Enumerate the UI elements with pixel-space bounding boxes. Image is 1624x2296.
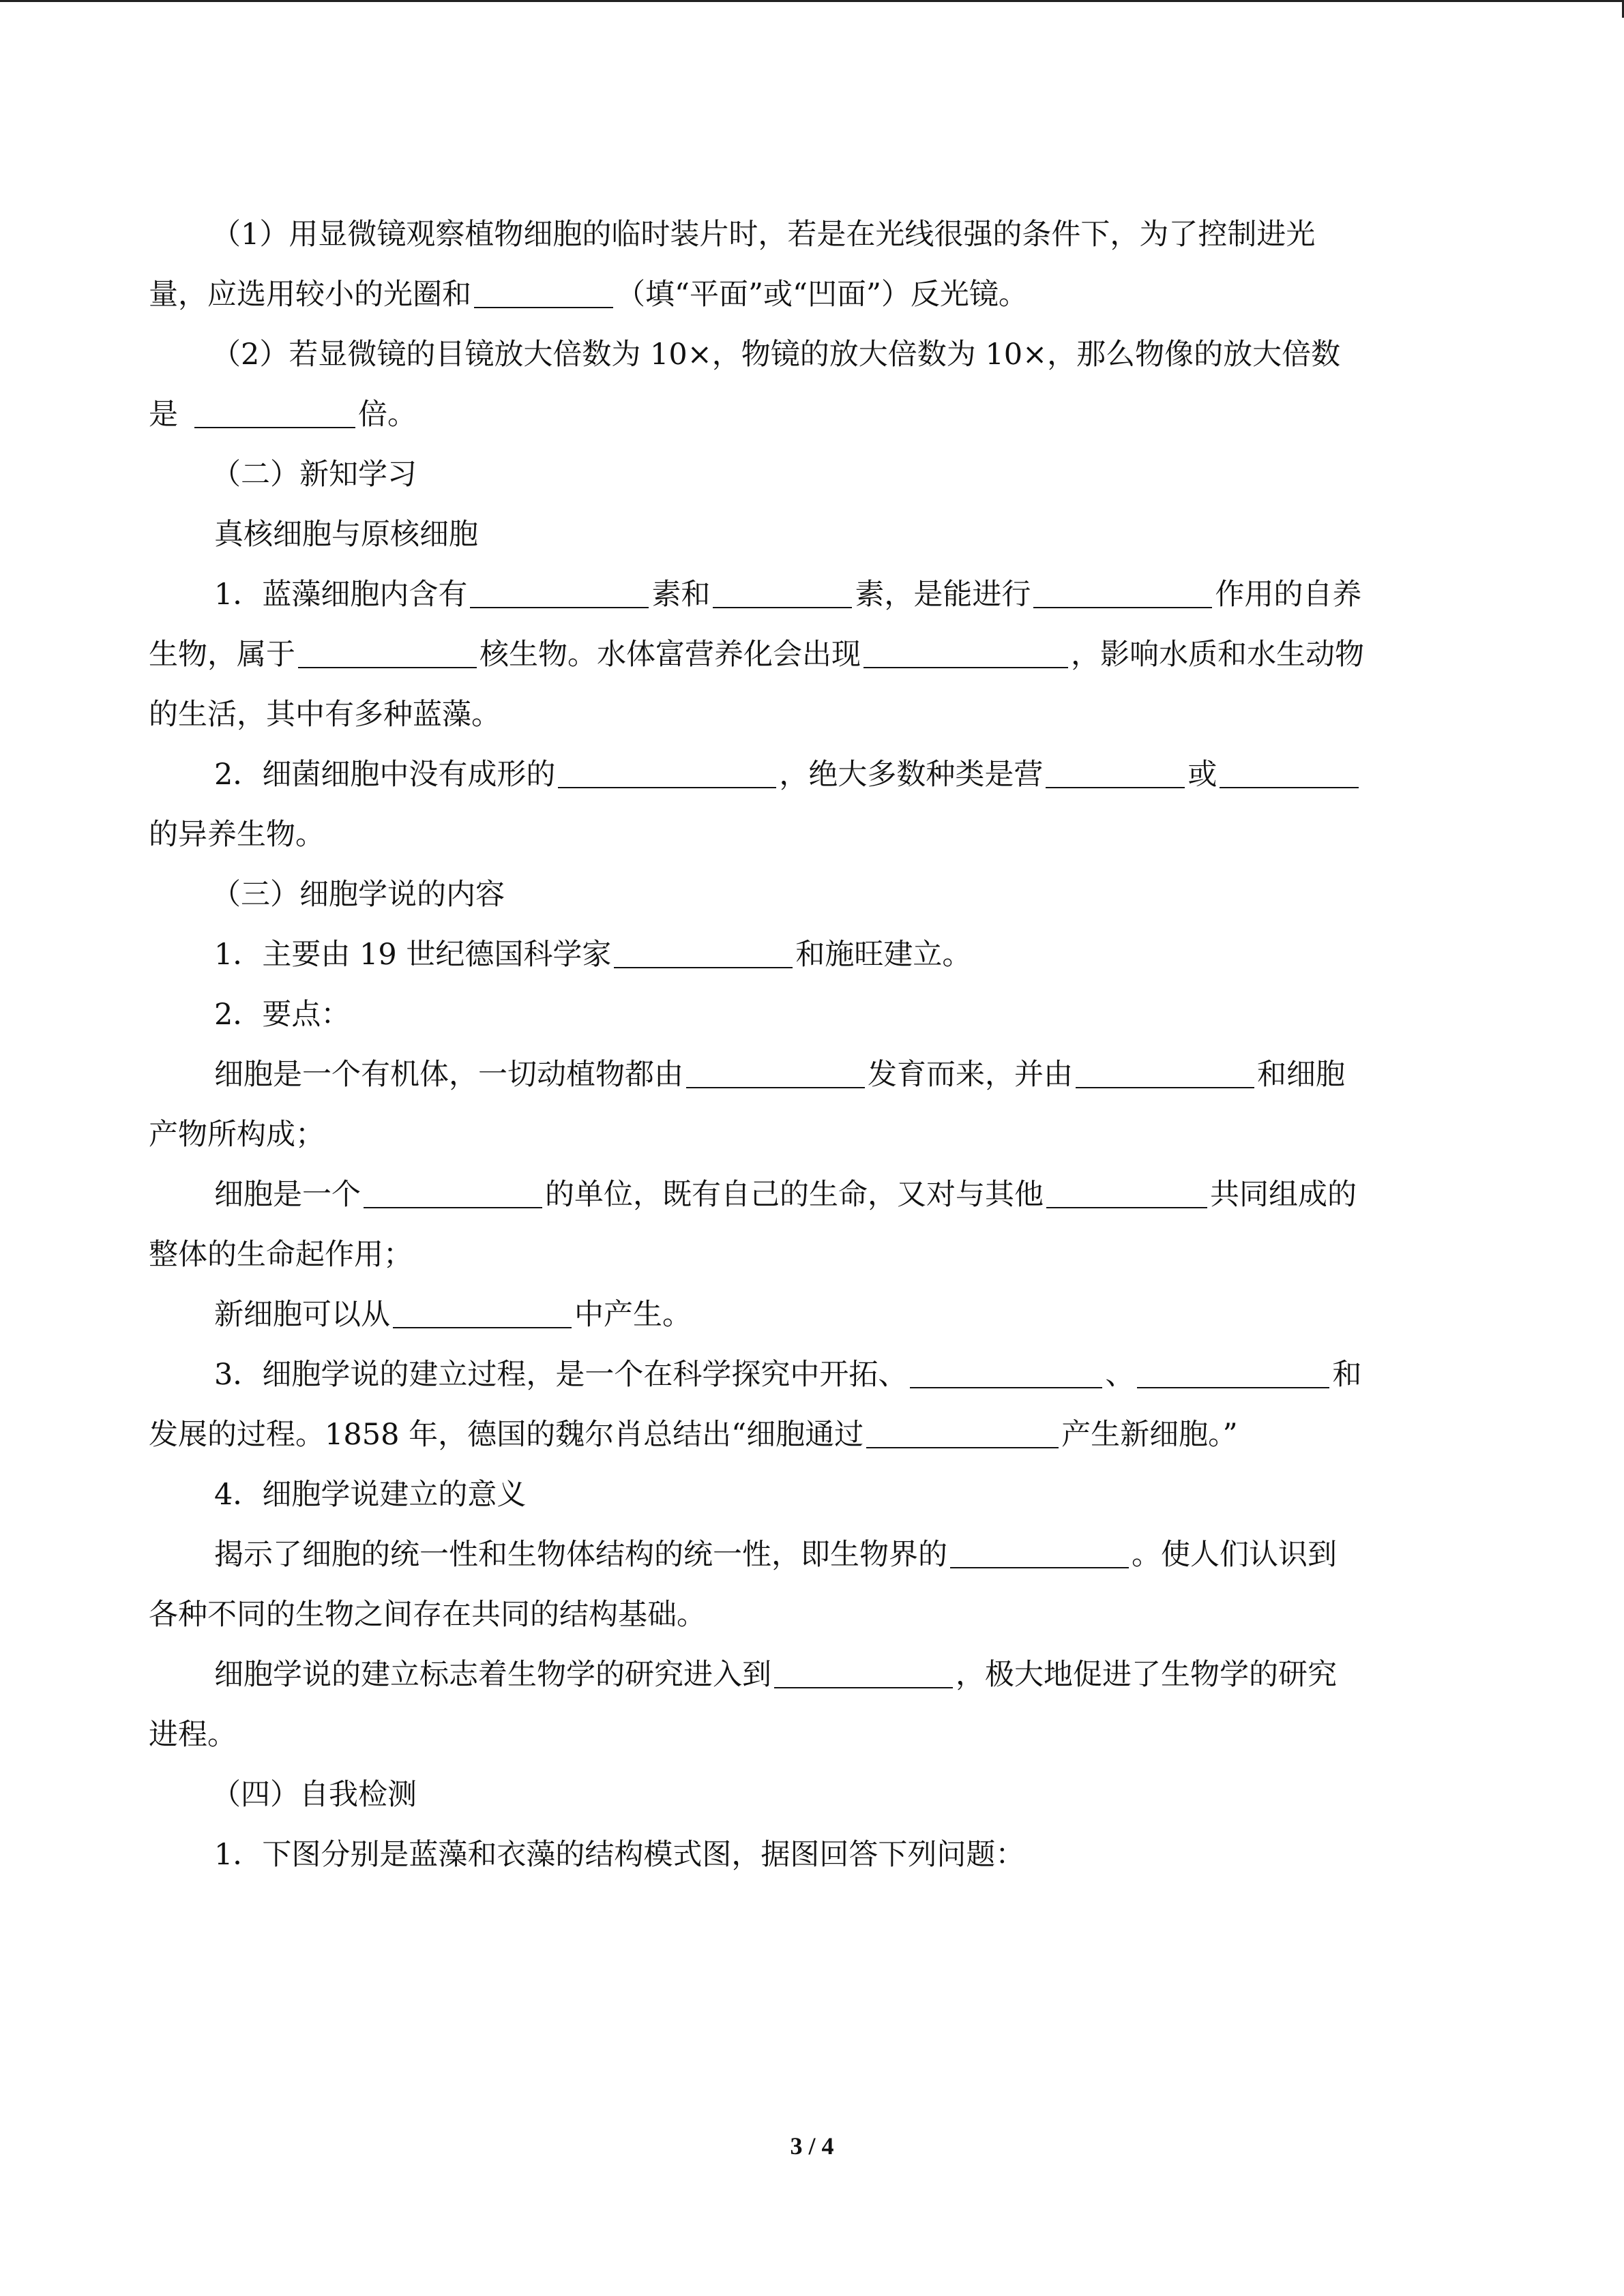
content-2-title: 2．要点： bbox=[214, 998, 351, 1032]
answer-blank[interactable] bbox=[364, 1172, 542, 1208]
paragraph-1-line-1: （1）用显微镜观察植物细胞的临时装片时，若是在光线很强的条件下，为了控制进光 bbox=[211, 218, 1316, 252]
section-heading-3: （三）细胞学说的内容 bbox=[211, 878, 505, 912]
content-4-title: 4．细胞学说建立的意义 bbox=[214, 1478, 527, 1512]
text: 、 bbox=[1105, 1358, 1135, 1392]
text: 素，是能进行 bbox=[855, 578, 1031, 612]
paragraph-2-line-2 bbox=[149, 385, 1475, 445]
answer-blank[interactable] bbox=[863, 631, 1068, 668]
answer-blank[interactable] bbox=[1220, 751, 1359, 788]
answer-blank[interactable] bbox=[910, 1352, 1102, 1388]
point-1-line-2: 产物所构成； bbox=[149, 1118, 325, 1152]
question-1-line-3: 的生活，其中有多种蓝藻。 bbox=[149, 698, 501, 732]
text: 新细胞可以从 bbox=[214, 1298, 390, 1332]
answer-blank[interactable] bbox=[774, 1652, 953, 1688]
content-1 bbox=[149, 925, 1475, 985]
text: 发展的过程。1858 年，德国的魏尔肖总结出“细胞通过 bbox=[149, 1418, 864, 1452]
text: 细胞是一个 bbox=[214, 1178, 361, 1212]
answer-blank[interactable] bbox=[1076, 1052, 1254, 1088]
text: ，影响水质和水生动物 bbox=[1071, 638, 1364, 672]
text: 和施旺建立。 bbox=[795, 938, 972, 972]
document-body bbox=[149, 205, 1475, 1885]
point-3 bbox=[149, 1285, 1475, 1345]
section-subheading: 真核细胞与原核细胞 bbox=[214, 518, 478, 552]
answer-blank[interactable] bbox=[474, 271, 613, 308]
text: 和细胞 bbox=[1257, 1058, 1345, 1092]
answer-blank[interactable] bbox=[686, 1052, 865, 1088]
text: 揭示了细胞的统一性和生物体结构的统一性，即生物界的 bbox=[214, 1538, 947, 1572]
page-number: 3 / 4 bbox=[790, 2132, 834, 2160]
text: 1．蓝藻细胞内含有 bbox=[214, 578, 468, 612]
self-check-question-1: 1．下图分别是蓝藻和衣藻的结构模式图，据图回答下列问题： bbox=[214, 1838, 1025, 1872]
text: 2．细菌细胞中没有成形的 bbox=[214, 758, 556, 792]
text: 倍。 bbox=[358, 398, 417, 432]
paragraph-1-line-2 bbox=[149, 265, 1475, 325]
text: 核生物。水体富营养化会出现 bbox=[479, 638, 861, 672]
point-2-line-2: 整体的生命起作用； bbox=[149, 1238, 413, 1272]
text: 作用的自养 bbox=[1215, 578, 1362, 612]
answer-blank[interactable] bbox=[1137, 1352, 1329, 1388]
section-heading-2: （二）新知学习 bbox=[211, 458, 417, 492]
paragraph-2-line-1: （2）若显微镜的目镜放大倍数为 10×，物镜的放大倍数为 10×，那么物像的放大倍数 bbox=[211, 338, 1341, 372]
question-1-line-2 bbox=[149, 625, 1475, 685]
question-1-line-1 bbox=[149, 565, 1475, 625]
text: 量，应选用较小的光圈和 bbox=[149, 278, 471, 312]
answer-blank[interactable] bbox=[298, 631, 477, 668]
content-3-line-2 bbox=[149, 1405, 1475, 1465]
text: 素和 bbox=[651, 578, 711, 612]
text: 的单位，既有自己的生命，又对与其他 bbox=[545, 1178, 1044, 1212]
answer-blank[interactable] bbox=[470, 571, 649, 608]
answer-blank[interactable] bbox=[614, 931, 793, 968]
text: （填“平面”或“凹面”）反光镜。 bbox=[616, 278, 1028, 312]
question-2-line-2: 的异养生物。 bbox=[149, 818, 325, 852]
text: 共同组成的 bbox=[1210, 1178, 1357, 1212]
text: 。使人们认识到 bbox=[1132, 1538, 1337, 1572]
text: 细胞是一个有机体，一切动植物都由 bbox=[214, 1058, 683, 1092]
text: 和 bbox=[1332, 1358, 1362, 1392]
text: 中产生。 bbox=[574, 1298, 692, 1332]
section-heading-4: （四）自我检测 bbox=[211, 1778, 417, 1812]
answer-blank[interactable] bbox=[194, 391, 355, 428]
content-3-line-1 bbox=[149, 1345, 1475, 1405]
text: 生物，属于 bbox=[149, 638, 295, 672]
answer-blank[interactable] bbox=[1046, 751, 1185, 788]
answer-blank[interactable] bbox=[1033, 571, 1212, 608]
point-1-line-1 bbox=[149, 1045, 1475, 1105]
text: 或 bbox=[1187, 758, 1217, 792]
answer-blank[interactable] bbox=[950, 1532, 1129, 1568]
point-2-line-1 bbox=[149, 1165, 1475, 1225]
answer-blank[interactable] bbox=[1046, 1172, 1207, 1208]
top-border bbox=[0, 0, 1624, 2]
text: 3．细胞学说的建立过程，是一个在科学探究中开拓、 bbox=[214, 1358, 908, 1392]
text: 发育而来，并由 bbox=[868, 1058, 1073, 1092]
content-4-line-2: 各种不同的生物之间存在共同的结构基础。 bbox=[149, 1598, 706, 1632]
content-4-line-4: 进程。 bbox=[149, 1718, 237, 1752]
question-2-line-1 bbox=[149, 745, 1475, 805]
text: ，绝大多数种类是营 bbox=[779, 758, 1044, 792]
answer-blank[interactable] bbox=[713, 571, 852, 608]
content-4-line-1 bbox=[149, 1525, 1475, 1585]
answer-blank[interactable] bbox=[393, 1292, 572, 1328]
text: ，极大地促进了生物学的研究 bbox=[956, 1658, 1337, 1692]
text: 是 bbox=[149, 398, 178, 432]
content-4-line-3 bbox=[149, 1645, 1475, 1705]
answer-blank[interactable] bbox=[866, 1412, 1059, 1448]
text: 产生新细胞。” bbox=[1061, 1418, 1238, 1452]
answer-blank[interactable] bbox=[558, 751, 776, 788]
text: 1．主要由 19 世纪德国科学家 bbox=[214, 938, 612, 972]
text: 细胞学说的建立标志着生物学的研究进入到 bbox=[214, 1658, 771, 1692]
